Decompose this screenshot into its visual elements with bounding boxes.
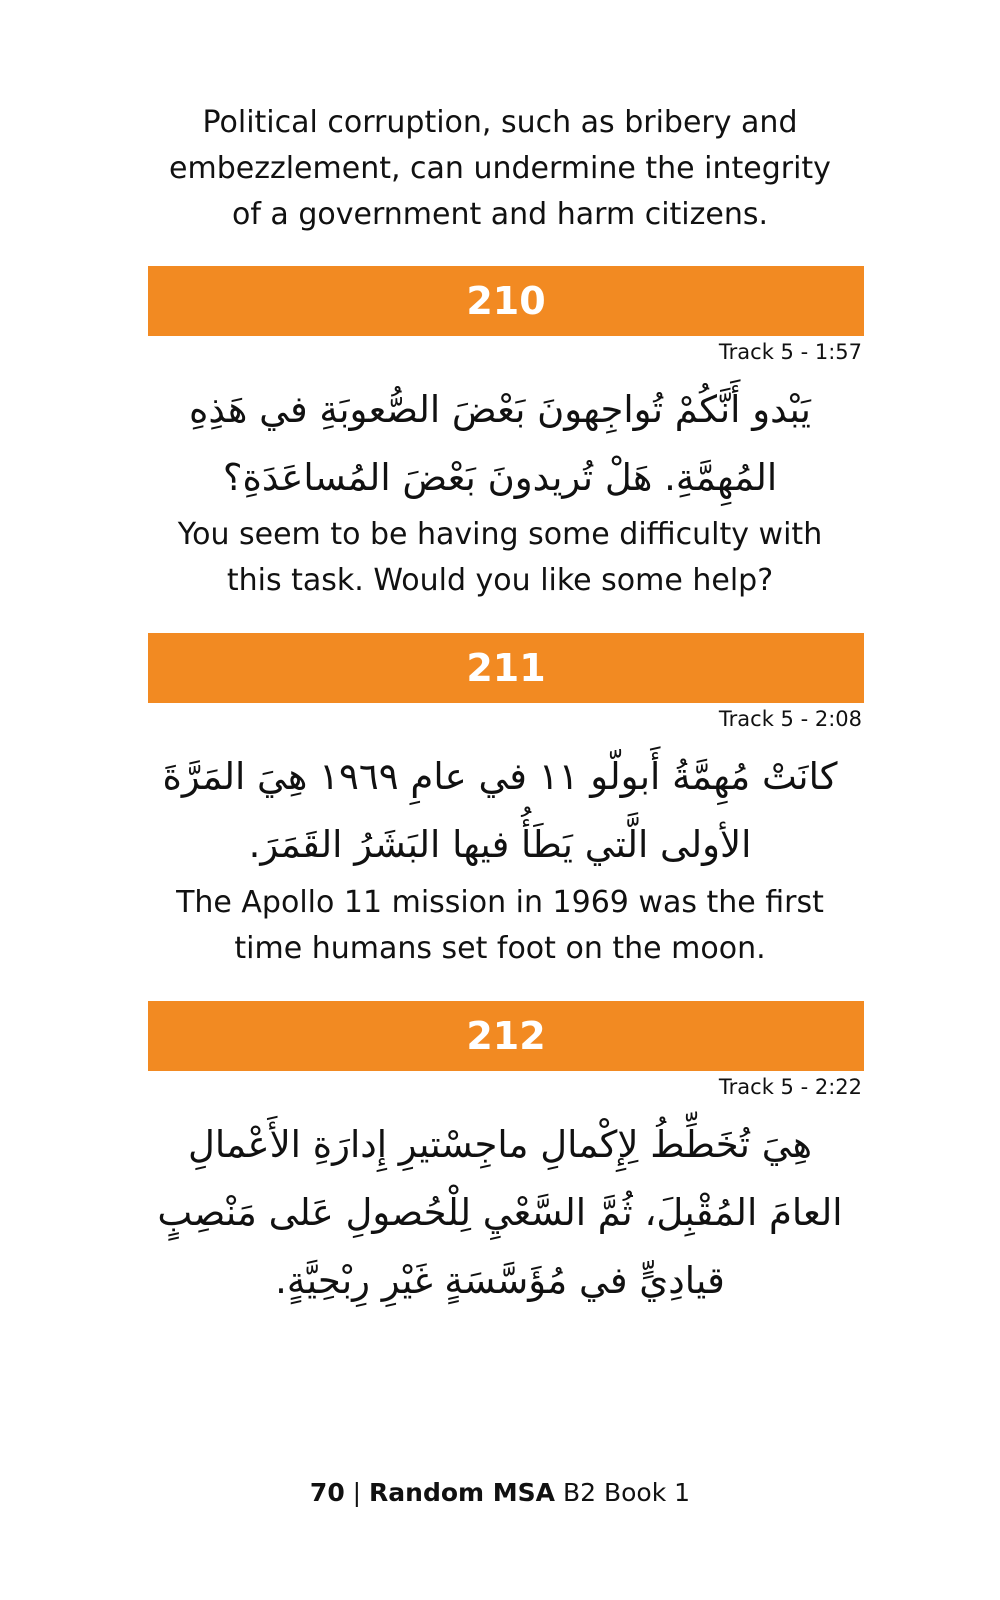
english-translation: The Apollo 11 mission in 1969 was the first time humans set foot on the moon. [176,885,824,966]
arabic-sentence: هِيَ تُخَطِّطُ لِإِكْمالِ ماجِسْتيرِ إِدارَةِ الأَعْمالِ العامَ المُقْبِلَ، ثُمَّ السَّعْيِ لِلْحُصولِ عَلى مَنْصِبٍ قيادِيٍّ في مُؤَسَّسَةٍ غَيْرِ رِبْحِيَّةٍ. [157,1123,843,1302]
audio-track-label: Track 5 - 2:22 [718,1075,862,1099]
arabic-sentence: يَبْدو أَنَّكُمْ تُواجِهونَ بَعْضَ الصُّعوبَةِ في هَذِهِ المُهِمَّةِ. هَلْ تُريدونَ بَعْضَ المُساعَدَةِ؟ [189,388,811,499]
footer-separator: | [344,1478,370,1507]
entry-number-header: 211 [148,633,864,703]
book-series-name: Random MSA [369,1478,556,1507]
intro-sentence: Political corruption, such as bribery and embezzlement, can undermine the integrity of a government and harm citizens. [169,105,831,232]
english-translation: You seem to be having some difficulty with this task. Would you like some help? [177,517,823,598]
audio-track-label: Track 5 - 2:08 [718,707,862,731]
arabic-sentence: كانَتْ مُهِمَّةُ أَبولّو ١١ في عامِ ١٩٦٩ هِيَ المَرَّةَ الأولى الَّتي يَطَأُ فيها البَشَرُ القَمَرَ. [162,755,838,866]
book-level-title: B2 Book 1 [555,1478,691,1507]
audio-track-label: Track 5 - 1:57 [718,340,862,364]
page-number: 70 [309,1478,345,1507]
entry-number-header: 212 [148,1001,864,1071]
entry-number-header: 210 [148,266,864,336]
page-footer [0,1476,1000,1510]
